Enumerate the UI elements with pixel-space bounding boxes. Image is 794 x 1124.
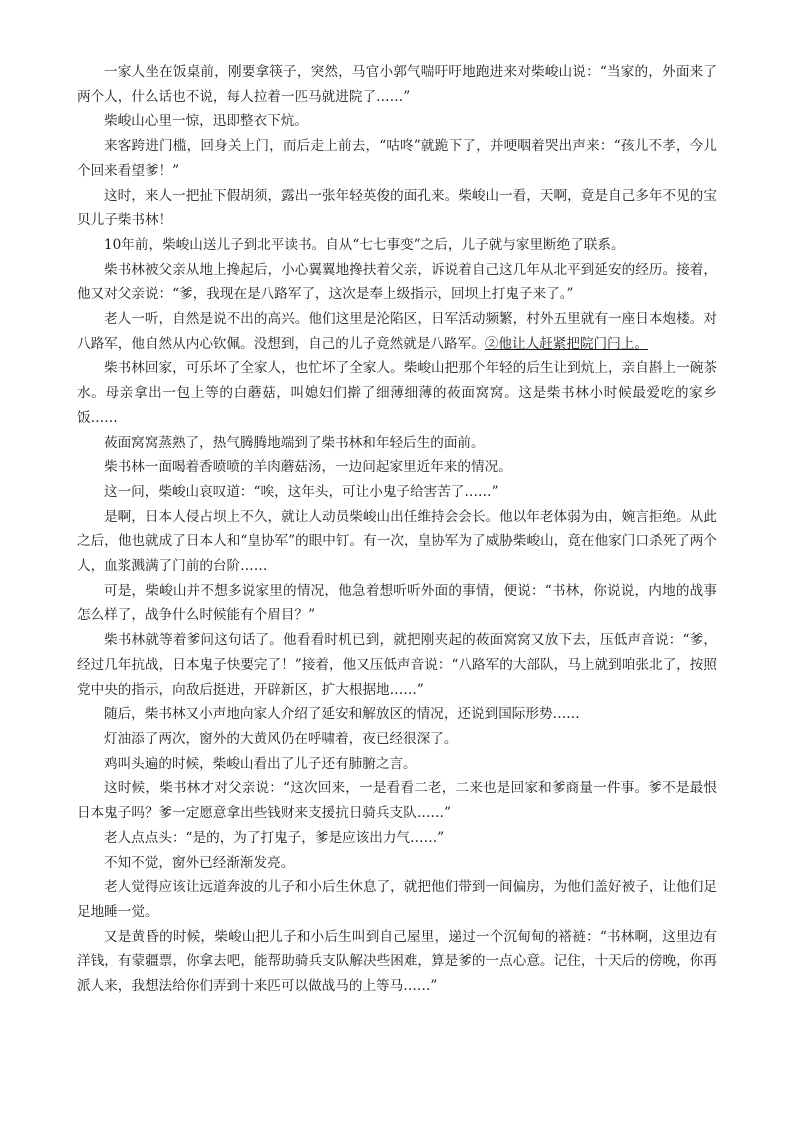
paragraph: 10年前，柴峻山送儿子到北平读书。自从“七七事变”之后，儿子就与家里断绝了联系。 [104, 236, 625, 253]
paragraph: 柴峻山心里一惊，迅即整衣下炕。 [104, 113, 308, 130]
story-body [77, 60, 717, 999]
paragraph: 是啊，日本人侵占坝上不久，就让人动员柴峻山出任维持会会长。他以年老体弱为由，婉言拒绝。从此之后，他也就成了日本人和“皇协军”的眼中钉。有一次，皇协军为了威胁柴峻山，竟在他家门口杀死了两个人，血浆溅满了门前的台阶…… [77, 508, 717, 575]
paragraph: 柴书林回家，可乐坏了全家人，也忙坏了全家人。柴峻山把那个年轻的后生让到炕上，亲自斟上一碗茶水。母亲拿出一包上等的白蘑菇，叫媳妇们擀了细薄细薄的莜面窝窝。这是柴书林小时候最爱吃的家乡饭…… [77, 360, 717, 426]
underlined-sentence-2: ②他让人赶紧把院门闩上。 [484, 335, 648, 352]
paragraph: 这时候，柴书林才对父亲说：“这次回来，一是看看二老，二来也是回家和爹商量一件事。爹不是最恨日本鬼子吗？爹一定愿意拿出些钱财来支援抗日骑兵支队……” [77, 780, 717, 822]
paragraph: 这一问，柴峻山哀叹道：“唉，这年头，可让小鬼子给害苦了……” [104, 483, 499, 500]
paragraph: 老人觉得应该让远道奔波的儿子和小后生休息了，就把他们带到一间偏房，为他们盖好被子，让他们足足地睡一觉。 [77, 879, 717, 920]
paragraph: 莜面窝窝蒸熟了，热气腾腾地端到了柴书林和年轻后生的面前。 [104, 434, 485, 451]
paragraph: 柴书林就等着爹问这句话了。他看看时机已到，就把刚夹起的莜面窝窝又放下去，压低声音说：“爹，经过几年抗战，日本鬼子快要完了！”接着，他又压低声音说：“八路军的大部队，马上就到咱张北了，按照党中央的指示，向敌后挺进，开辟新区，扩大根据地……” [77, 632, 717, 698]
paragraph: 老人点点头：“是的，为了打鬼子，爹是应该出力气……” [104, 829, 445, 846]
paragraph: 可是，柴峻山并不想多说家里的情况，他急着想听听外面的事情，便说：“书林，你说说，内地的战事怎么样了，战争什么时候能有个眉目？” [77, 582, 717, 624]
paragraph: 柴书林被父亲从地上搀起后，小心翼翼地搀扶着父亲，诉说着自己这几年从北平到延安的经历。接着，他又对父亲说：“爹，我现在是八路军了，这次是奉上级指示，回坝上打鬼子来了。” [77, 261, 717, 303]
paragraph: 不知不觉，窗外已经渐渐发亮。 [104, 854, 295, 871]
paragraph: 一家人坐在饭桌前，刚要拿筷子，突然，马官小郭气喘吁吁地跑进来对柴峻山说：“当家的，外面来了两个人，什么话也不说，每人拉着一匹马就进院了……” [77, 64, 717, 105]
paragraph: 这时，来人一把扯下假胡须，露出一张年轻英俊的面孔来。柴峻山一看，天啊，竟是自己多年不见的宝贝儿子柴书林！ [77, 187, 717, 229]
paragraph: 灯油添了两次，窗外的大黄风仍在呼啸着，夜已经很深了。 [104, 730, 458, 747]
paragraph: 又是黄昏的时候，柴峻山把儿子和小后生叫到自己屋里，递过一个沉甸甸的褡裢：“书林啊，这里边有洋钱，有蒙疆票，你拿去吧，能帮助骑兵支队解决些困难，算是爹的一点心意。记住，十天后的傍晚，你再派人来，我想法给你们弄到十来匹可以做战马的上等马……” [77, 928, 717, 995]
paragraph-lead-text: 老人一听，自然是说不出的高兴。他们这里是沦陷区，日军活动频繁，村外五里就有一座日本炮楼。对八路军，他自然从内心钦佩。没想到，自己的儿子竟然就是八路军。 [77, 311, 717, 352]
paragraph: 来客跨进门槛，回身关上门，而后走上前去，“咕咚”就跪下了，并哽咽着哭出声来：“孩儿不孝，今儿个回来看望爹！” [77, 138, 717, 179]
paragraph-with-underline [77, 307, 717, 356]
paragraph: 随后，柴书林又小声地向家人介绍了延安和解放区的情况，还说到国际形势…… [104, 706, 580, 723]
paragraph: 柴书林一面喝着香喷喷的羊肉蘑菇汤，一边问起家里近年来的情况。 [104, 459, 512, 476]
paragraph: 鸡叫头遍的时候，柴峻山看出了儿子还有肺腑之言。 [104, 755, 417, 772]
